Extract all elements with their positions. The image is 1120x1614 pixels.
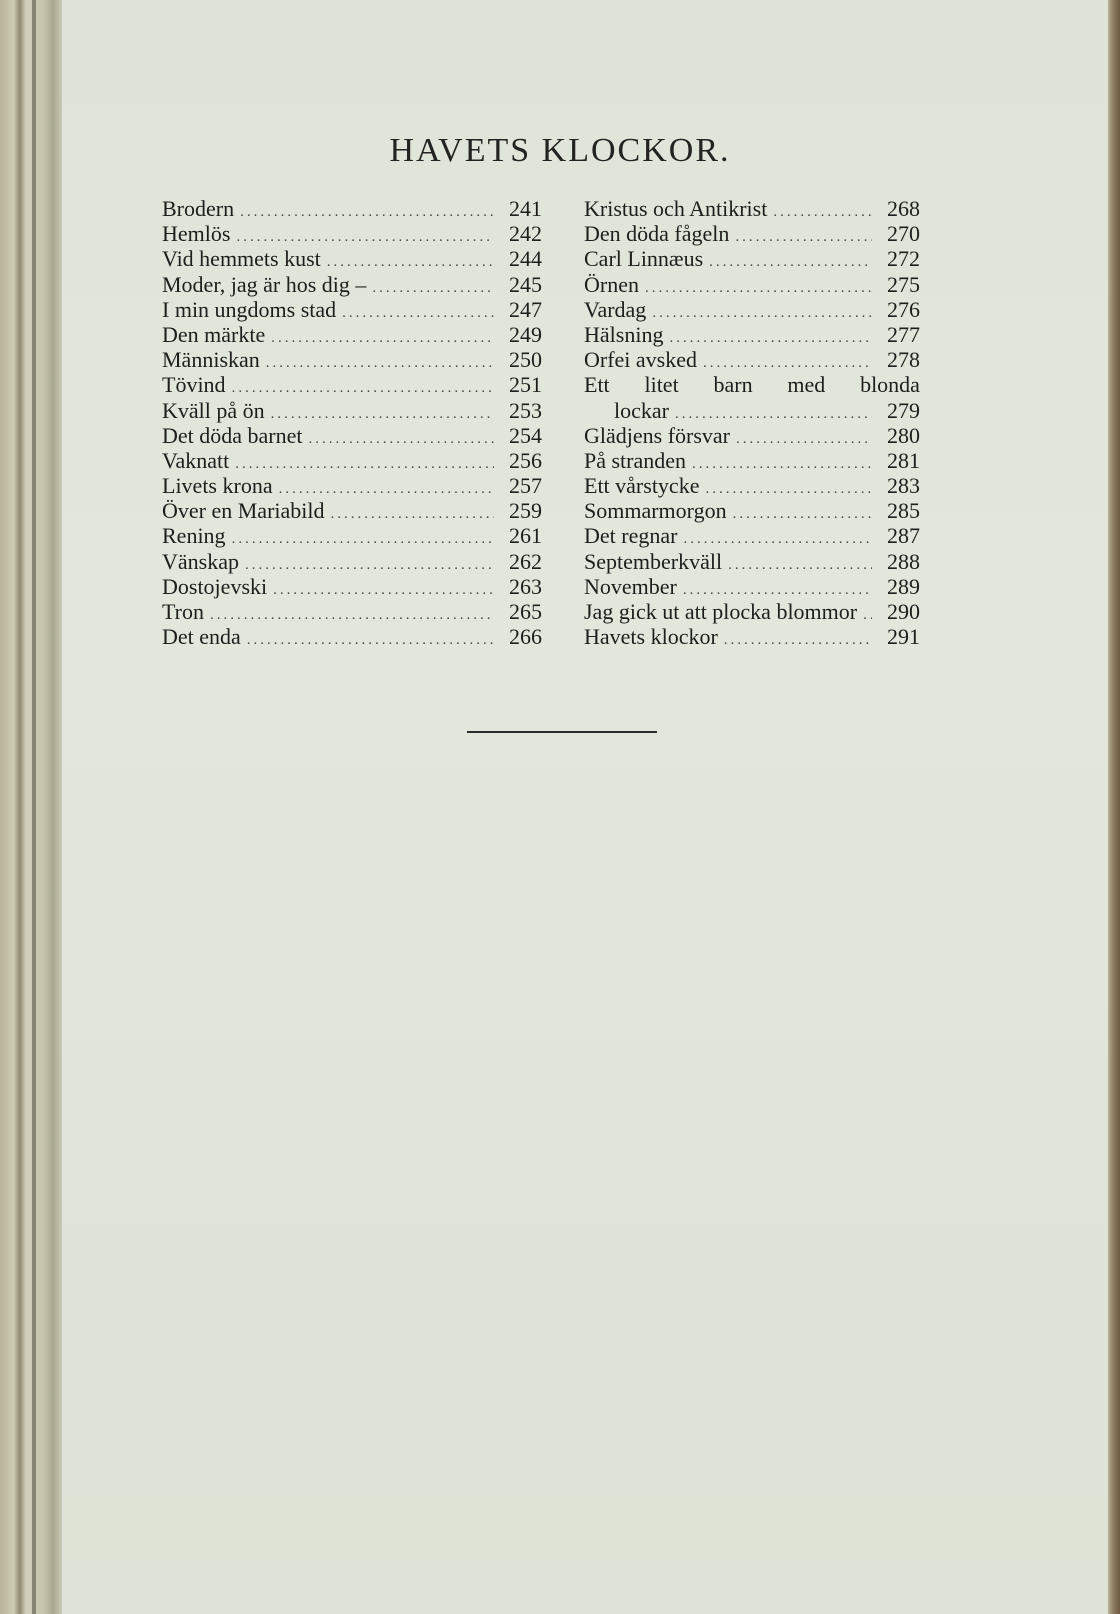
- entry-page: 259: [509, 498, 542, 524]
- dot-leader: [245, 553, 494, 578]
- entry-title: Hemlös: [162, 221, 231, 247]
- dot-leader: [709, 250, 872, 275]
- entry-page: 290: [887, 599, 920, 624]
- entry-title: Kväll på ön: [162, 397, 265, 423]
- entry-title: Ett vårstycke: [584, 473, 700, 499]
- dot-leader: [724, 628, 872, 653]
- toc-entry: [162, 398, 542, 423]
- dot-leader: [652, 301, 872, 326]
- entry-title: Vardag: [584, 296, 647, 322]
- entry-title: Septemberkväll: [584, 548, 723, 574]
- dot-leader: [247, 628, 494, 653]
- entry-page: 266: [509, 624, 542, 650]
- dot-leader: [271, 326, 494, 351]
- word: litet: [644, 372, 679, 398]
- toc-entry: [584, 297, 920, 322]
- toc-entry: [162, 574, 542, 599]
- dot-leader: [309, 427, 495, 452]
- entry-page: 265: [509, 599, 542, 624]
- entry-page: 280: [887, 422, 920, 448]
- toc-entry: [584, 624, 920, 649]
- entry-title: lockar: [614, 397, 669, 423]
- toc-entry: [162, 322, 542, 347]
- toc-entry: [162, 297, 542, 322]
- toc-entry: [584, 398, 920, 423]
- entry-page: 242: [509, 221, 542, 247]
- toc-entry: [584, 473, 920, 498]
- dot-leader: [735, 225, 872, 250]
- dot-leader: [232, 527, 494, 552]
- book-binding: [0, 0, 62, 1614]
- toc-entry: [584, 523, 920, 548]
- toc-entry: [584, 196, 920, 221]
- dot-leader: [728, 553, 872, 578]
- entry-page: 262: [509, 548, 542, 574]
- dot-leader: [210, 603, 494, 628]
- entry-page: 256: [509, 447, 542, 473]
- toc-entry: [584, 322, 920, 347]
- entry-page: 263: [509, 573, 542, 599]
- entry-title: I min ungdoms stad: [162, 296, 337, 322]
- entry-page: 272: [887, 246, 920, 272]
- entry-title: Vaknatt: [162, 447, 230, 473]
- entry-page: 268: [887, 196, 920, 221]
- toc-entry: [162, 372, 542, 397]
- entry-page: 270: [887, 221, 920, 247]
- entry-page: 285: [887, 498, 920, 524]
- entry-title: Vänskap: [162, 548, 239, 574]
- toc-entry-wrapped-first-line: [584, 372, 920, 397]
- entry-title: Rening: [162, 523, 226, 549]
- entry-page: 275: [887, 271, 920, 297]
- dot-leader: [273, 578, 494, 603]
- toc-entry: [584, 246, 920, 271]
- entry-title: Det regnar: [584, 523, 678, 549]
- entry-title: Den döda fågeln: [584, 221, 730, 247]
- entry-title: Kristus och Antikrist: [584, 196, 768, 221]
- entry-title: Det enda: [162, 624, 241, 650]
- word: med: [787, 372, 826, 398]
- toc-entry: [162, 523, 542, 548]
- dot-leader: [733, 502, 872, 527]
- entry-title: Sommarmorgon: [584, 498, 727, 524]
- entry-page: 278: [887, 347, 920, 373]
- toc-entry: [584, 448, 920, 473]
- dot-leader: [669, 326, 872, 351]
- entry-page: 288: [887, 548, 920, 574]
- toc-entry: [162, 473, 542, 498]
- entry-page: 279: [887, 397, 920, 423]
- entry-page: 250: [509, 347, 542, 373]
- toc-entry: [162, 347, 542, 372]
- toc-column-right: [584, 196, 920, 649]
- entry-title: Det döda barnet: [162, 422, 303, 448]
- entry-title: November: [584, 573, 677, 599]
- toc-entry: [162, 272, 542, 297]
- dot-leader: [863, 603, 872, 628]
- entry-page: 249: [509, 321, 542, 347]
- section-end-rule: [467, 731, 657, 733]
- entry-title: Tron: [162, 599, 204, 624]
- toc-entry: [584, 221, 920, 246]
- entry-title: På stranden: [584, 447, 687, 473]
- toc-entry: [162, 221, 542, 246]
- entry-page: 277: [887, 321, 920, 347]
- entry-page: 247: [509, 296, 542, 322]
- entry-title: Den märkte: [162, 321, 266, 347]
- entry-page: 261: [509, 523, 542, 549]
- binding-crease: [32, 0, 36, 1614]
- entry-page: 276: [887, 296, 920, 322]
- entry-title: Moder, jag är hos dig –: [162, 271, 367, 297]
- entry-title: Dostojevski: [162, 573, 268, 599]
- dot-leader: [692, 452, 872, 477]
- dot-leader: [235, 452, 494, 477]
- entry-page: 281: [887, 447, 920, 473]
- word: blonda: [860, 372, 920, 398]
- entry-title: Carl Linnæus: [584, 246, 704, 272]
- entry-page: 245: [509, 271, 542, 297]
- entry-page: 289: [887, 573, 920, 599]
- toc-entry: [162, 624, 542, 649]
- entry-title: Havets klockor: [584, 624, 718, 650]
- entry-page: 254: [509, 422, 542, 448]
- toc-entry: [584, 574, 920, 599]
- toc-entry: [162, 448, 542, 473]
- entry-page: 251: [509, 372, 542, 398]
- entry-page: 291: [887, 624, 920, 650]
- dot-leader: [240, 200, 494, 225]
- dot-leader: [372, 276, 494, 301]
- toc-entry: [162, 423, 542, 448]
- toc-entry: [584, 423, 920, 448]
- entry-title: Orfei avsked: [584, 347, 698, 373]
- entry-page: 244: [509, 246, 542, 272]
- entry-page: 241: [509, 196, 542, 221]
- entry-title: Glädjens försvar: [584, 422, 731, 448]
- dot-leader: [331, 502, 495, 527]
- entry-title: Brodern: [162, 196, 235, 221]
- dot-leader: [266, 351, 494, 376]
- toc-entry: [584, 498, 920, 523]
- word: barn: [713, 372, 753, 398]
- entry-title: Vid hemmets kust: [162, 246, 321, 272]
- toc-column-left: [162, 196, 542, 649]
- word: Ett: [584, 372, 610, 398]
- dot-leader: [705, 477, 872, 502]
- entry-page: 253: [509, 397, 542, 423]
- entry-title: Hälsning: [584, 321, 664, 347]
- toc-entry: [584, 347, 920, 372]
- entry-page: 283: [887, 473, 920, 499]
- entry-page: 287: [887, 523, 920, 549]
- toc-entry: [584, 549, 920, 574]
- entry-title: Livets krona: [162, 473, 273, 499]
- toc-entry: [584, 272, 920, 297]
- toc-entry: [162, 196, 542, 221]
- entry-title: Människan: [162, 347, 260, 373]
- entry-page: 257: [509, 473, 542, 499]
- entry-title: Tövind: [162, 372, 226, 398]
- toc-entry: [162, 549, 542, 574]
- dot-leader: [342, 301, 494, 326]
- dot-leader: [271, 402, 494, 427]
- entry-title: Örnen: [584, 271, 639, 297]
- section-title: HAVETS KLOCKOR.: [389, 132, 731, 169]
- dot-leader: [773, 200, 872, 225]
- entry-title: Jag gick ut att plocka blommor: [584, 599, 858, 624]
- toc-entry: [162, 246, 542, 271]
- entry-title-first-line: [584, 372, 920, 397]
- entry-title: Över en Mariabild: [162, 498, 325, 524]
- dot-leader: [736, 427, 872, 452]
- dot-leader: [232, 376, 494, 401]
- dot-leader: [645, 276, 872, 301]
- toc-entry: [162, 599, 542, 624]
- toc-entry: [584, 599, 920, 624]
- page-edge: [1108, 0, 1120, 1614]
- toc-entry: [162, 498, 542, 523]
